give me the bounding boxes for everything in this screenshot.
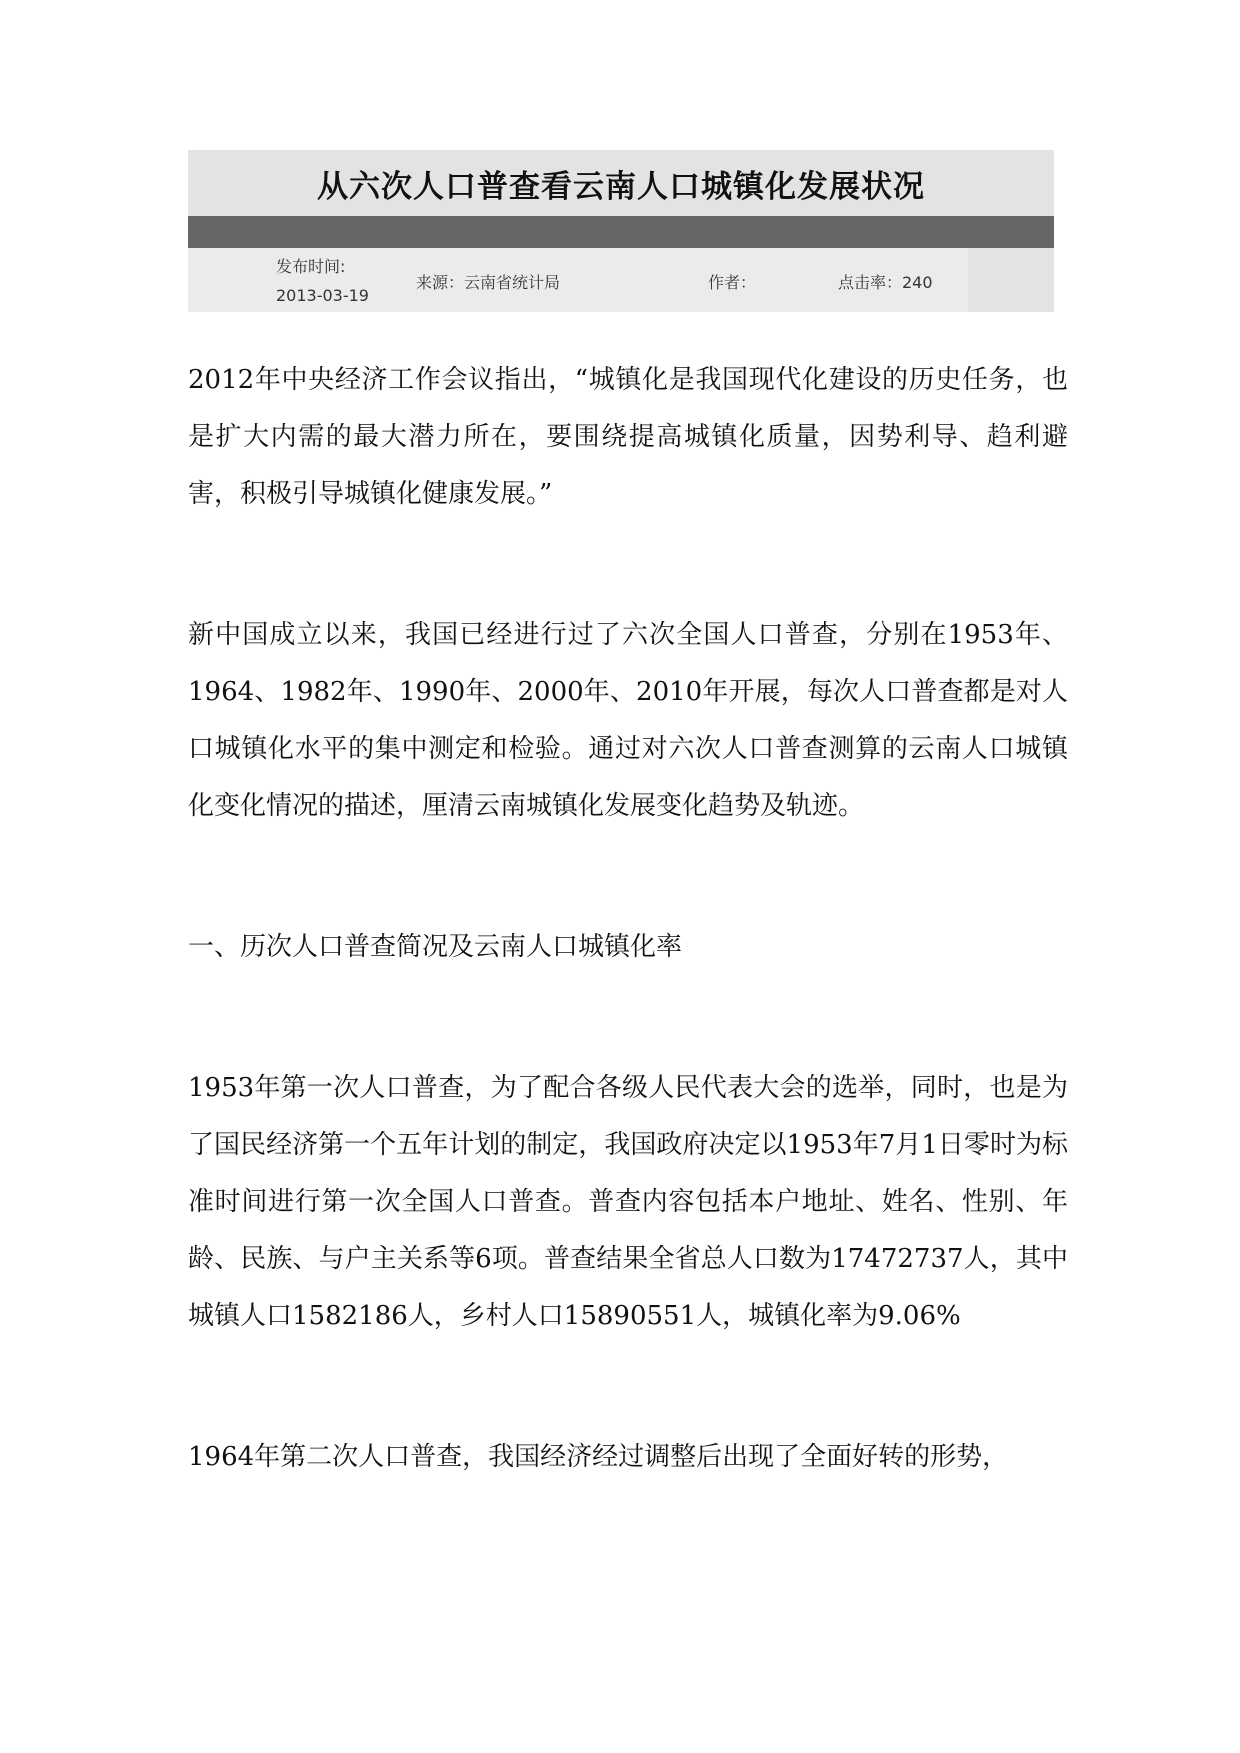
author-text: 作者： bbox=[708, 273, 757, 292]
article-title: 从六次人口普查看云南人口城镇化发展状况 bbox=[317, 168, 925, 205]
paragraph-intro: 2012年中央经济工作会议指出，“城镇化是我国现代化建设的历史任务，也是扩大内需的最大潜力所在，要围绕提高城镇化质量，因势利导、趋利避害，积极引导城镇化健康发展。” bbox=[188, 365, 1068, 509]
paragraph-census-overview: 新中国成立以来，我国已经进行过了六次全国人口普查，分别在1953年、1964、1982年、1990年、2000年、2010年开展，每次人口普查都是对人口城镇化水平的集中测定和检验。通过对六次人口普查测算的云南人口城镇化变化情况的描述，厘清云南城镇化发展变化趋势及轨迹。 bbox=[188, 620, 1068, 821]
header-divider bbox=[188, 216, 1054, 248]
section-heading: 一、历次人口普查简况及云南人口城镇化率 bbox=[188, 932, 683, 962]
publish-date-value: 2013-03-19 bbox=[276, 286, 369, 305]
meta-panel bbox=[188, 248, 968, 312]
publish-date-label: 发布时间: bbox=[276, 257, 346, 276]
title-bar bbox=[188, 150, 1054, 216]
paragraph-1953-census: 1953年第一次人口普查，为了配合各级人民代表大会的选举，同时，也是为了国民经济第一个五年计划的制定，我国政府决定以1953年7月1日零时为标准时间进行第一次全国人口普查。普查内容包括本户地址、姓名、性别、年龄、民族、与户主关系等6项。普查结果全省总人口数为17472737人，其中城镇人口1582186人，乡村人口15890551人，城镇化率为9.06% bbox=[188, 1073, 1068, 1331]
article-header bbox=[188, 150, 1054, 312]
paragraph-1964-census: 1964年第二次人口普查，我国经济经过调整后出现了全面好转的形势， bbox=[188, 1442, 1009, 1472]
meta-bar bbox=[188, 248, 1054, 312]
hit-count: 点击率：240 bbox=[838, 273, 933, 292]
article-body bbox=[188, 352, 1068, 1486]
source-text: 来源：云南省统计局 bbox=[416, 273, 561, 292]
